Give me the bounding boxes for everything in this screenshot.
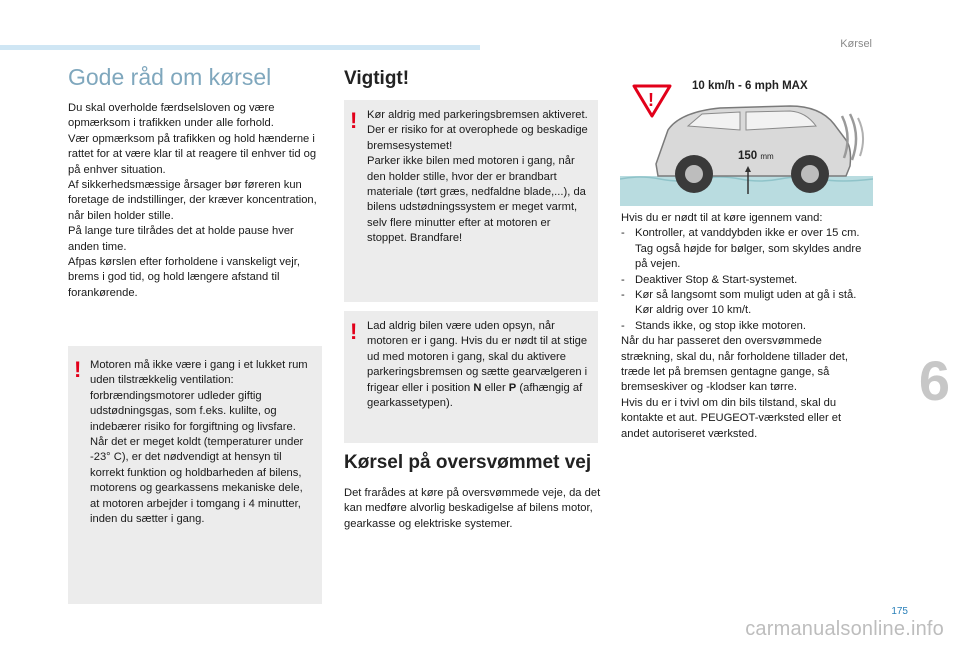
warning-text: Motoren må ikke være i gang i et lukket rum uden tilstrækkelig ventilation: forbrændingsmotorer udleder giftig udstødningsgas, som f.eks. kulilte, og indebærer risiko for forgiftning og livsfare. Når det er meget koldt (temperaturer under -23° C), er det nødvendigt at hensyn til korrekt funktion og holdbarheden af bilens, motorens og gearkassens mekaniske dele, at motoren arbejder i tomgang i 4 minutter, inden du sætter i gang. xyxy=(90,359,308,526)
header-accent-bar xyxy=(0,45,480,50)
instructions-intro: Hvis du er nødt til at køre igennem vand: xyxy=(621,212,823,224)
warning-exclamation-icon: ! xyxy=(74,357,82,382)
paragraph: Vær opmærksom på trafikken og hold hænderne i rattet for at være klar til at reagere til enhver tid og på enhver situation. xyxy=(68,132,317,176)
list-item: - Kontroller, at vanddybden ikke er over 15 cm. Tag også højde for bølger, som skyldes andre på vejen. xyxy=(621,226,869,272)
left-intro-text xyxy=(68,101,324,301)
warning-exclamation-icon: ! xyxy=(350,319,358,344)
gear-position-n: N xyxy=(473,381,482,394)
paragraph: Afpas kørslen efter forholdene i vanskeligt vejr, brems i god tid, og hold længere afstand til forankørende. xyxy=(68,256,300,299)
warning-text-part: Lad aldrig bilen være uden opsyn, når motoren er i gang. Hvis du er nødt til at stige ud med motoren i gang, skal du aktivere parkeringsbremsen og sætte gearvælgeren i frigear eller i position xyxy=(367,320,588,394)
warning-exclamation-icon: ! xyxy=(648,90,654,110)
paragraph: Det frarådes at køre på oversvømmede veje, da det kan medføre alvorlig beskadigelse af bilens motor, gearkasse og elektriske systemer. xyxy=(344,487,601,530)
warning-box-parking-brake xyxy=(344,100,598,302)
flooded-road-illustration xyxy=(620,76,873,206)
warning-text xyxy=(367,319,591,411)
instructions-list xyxy=(621,226,869,334)
warning-text-part: eller xyxy=(481,381,509,394)
warning-exclamation-icon: ! xyxy=(350,108,358,133)
paragraph: Hvis du er i tvivl om din bils tilstand, skal du kontakte et aut. PEUGEOT-værksted eller et andet autoriseret værksted. xyxy=(621,396,842,440)
section-title: Kørsel xyxy=(840,38,872,50)
depth-unit: mm xyxy=(760,152,774,161)
speed-limit-label: 10 km/h - 6 mph MAX xyxy=(692,80,808,92)
gear-position-p: P xyxy=(508,381,517,394)
warning-text: Parker ikke bilen med motoren i gang, når den holder stille, hvor der er brandbart materiale (tørt græs, nedfaldne blade,...), da bilens udstødningssystem er meget varmt, selv flere minutter efter at motoren er stoppet. Brandfare! xyxy=(367,155,586,245)
warning-box-ventilation xyxy=(68,346,322,604)
paragraph: Du skal overholde færdselsloven og være opmærksom i trafikken under alle forhold. xyxy=(68,102,275,130)
list-item: - Deaktiver Stop & Start-systemet. xyxy=(621,273,869,288)
paragraph: Når du har passeret den oversvømmede strækning, skal du, når forholdene tillader det, træde let på bremsen gentagne gange, så bremseskiver og -klodser kan tørre. xyxy=(621,335,848,394)
flooded-road-heading: Kørsel på oversvømmet vej xyxy=(344,452,592,473)
important-heading: Vigtigt! xyxy=(344,68,410,89)
chapter-number: 6 xyxy=(918,349,950,412)
list-item: - Stands ikke, og stop ikke motoren. xyxy=(621,319,869,334)
flooded-road-text xyxy=(344,486,602,532)
warning-text: Kør aldrig med parkeringsbremsen aktiveret. Der er risiko for at overophede og beskadige bremsesystemet! xyxy=(367,109,588,152)
depth-value: 150 xyxy=(738,150,758,162)
page-title: Gode råd om kørsel xyxy=(68,64,272,90)
watermark: carmanualsonline.info xyxy=(745,618,944,640)
page-number: 175 xyxy=(891,606,908,617)
depth-label xyxy=(738,150,774,162)
paragraph: På lange ture tilrådes det at holde pause hver anden time. xyxy=(68,225,294,253)
paragraph: Af sikkerhedsmæssige årsager bør føreren kun foretage de indstillinger, der kræver koncentration, når bilen holder stille. xyxy=(68,179,317,222)
list-item: - Kør så langsomt som muligt uden at gå i stå. Kør aldrig over 10 km/t. xyxy=(621,288,869,319)
flooded-road-instructions xyxy=(621,211,869,442)
warning-text-part: (afhængig af gearkassetypen). xyxy=(367,381,583,410)
warning-box-unattended xyxy=(344,311,598,443)
